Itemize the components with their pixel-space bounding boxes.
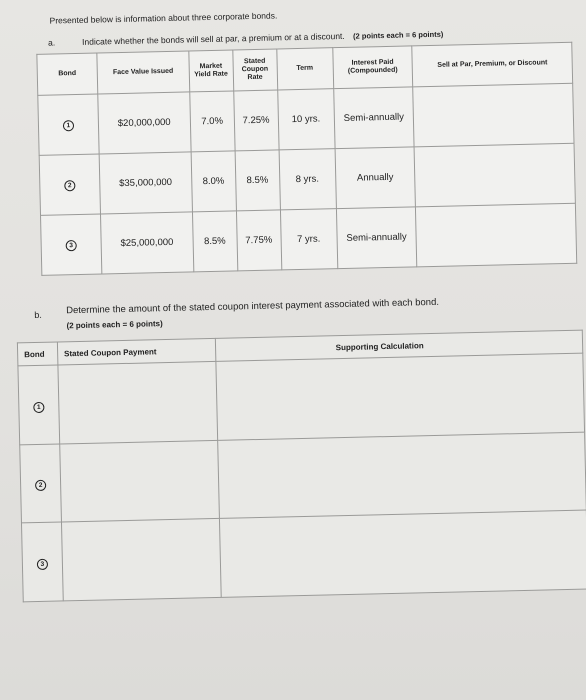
table-row (20, 432, 586, 523)
header-coupon-rate: Stated Coupon Rate (232, 49, 277, 91)
interest-paid: Semi-annually (336, 207, 417, 269)
bond-number: 2 (64, 180, 75, 191)
part-a-text: Indicate whether the bonds will sell at par, a premium or at a discount. (81, 30, 345, 47)
header-interest-paid: Interest Paid (Compounded) (332, 46, 413, 89)
coupon-rate: 7.75% (236, 210, 281, 271)
sell-at-answer[interactable] (414, 143, 575, 207)
coupon-payment-table (17, 330, 586, 603)
table-row (21, 510, 586, 601)
header-sell-at: Sell at Par, Premium, or Discount (412, 42, 572, 87)
bond-number: 1 (33, 402, 44, 413)
bond-number-cell (38, 94, 99, 155)
bond-number: 1 (63, 120, 74, 131)
part-b-points: (2 points each = 6 points) (66, 319, 163, 331)
header-market-rate: Market Yield Rate (189, 50, 234, 92)
part-b-label: b. (34, 309, 42, 321)
header-bond: Bond (37, 53, 98, 95)
header-term: Term (276, 48, 333, 90)
bond-number: 3 (37, 559, 48, 570)
supporting-calculation-answer[interactable] (219, 510, 586, 597)
bond-number-cell (39, 154, 100, 215)
header-bond: Bond (17, 342, 57, 366)
term: 8 yrs. (279, 149, 336, 210)
sell-at-answer[interactable] (416, 203, 577, 267)
face-value: $20,000,000 (98, 92, 191, 154)
face-value: $35,000,000 (99, 152, 192, 214)
header-payment: Stated Coupon Payment (57, 338, 215, 365)
bond-number: 3 (65, 240, 76, 251)
intro-text: Presented below is information about three corporate bonds. (49, 10, 278, 26)
coupon-payment-answer[interactable] (60, 440, 219, 522)
table-row (41, 203, 577, 275)
bond-number-cell (21, 522, 63, 602)
sell-at-answer[interactable] (413, 83, 574, 147)
term: 7 yrs. (280, 209, 337, 270)
bond-number-cell (41, 214, 102, 275)
interest-paid: Annually (335, 147, 416, 209)
part-a-instructions (82, 29, 443, 47)
coupon-rate: 8.5% (235, 150, 280, 211)
part-b-text: Determine the amount of the stated coupon interest payment associated with each bond. (66, 296, 440, 317)
face-value: $25,000,000 (100, 212, 193, 274)
bond-info-table (36, 42, 577, 276)
market-rate: 8.0% (191, 151, 236, 212)
coupon-rate: 7.25% (233, 90, 278, 151)
market-rate: 8.5% (192, 211, 237, 272)
header-calculation: Supporting Calculation (215, 330, 583, 361)
table-row (18, 353, 585, 444)
supporting-calculation-answer[interactable] (217, 432, 586, 519)
market-rate: 7.0% (189, 91, 234, 152)
term: 10 yrs. (277, 89, 334, 150)
part-a-label: a. (47, 37, 56, 48)
header-face-value: Face Value Issued (97, 51, 190, 94)
bond-number: 2 (35, 480, 46, 491)
bond-number-cell (18, 365, 60, 445)
interest-paid: Semi-annually (333, 87, 414, 149)
coupon-payment-answer[interactable] (61, 519, 220, 601)
bond-number-cell (20, 444, 62, 524)
coupon-payment-answer[interactable] (58, 361, 217, 443)
part-a-points: (2 points each = 6 points) (353, 29, 444, 41)
supporting-calculation-answer[interactable] (215, 353, 584, 440)
